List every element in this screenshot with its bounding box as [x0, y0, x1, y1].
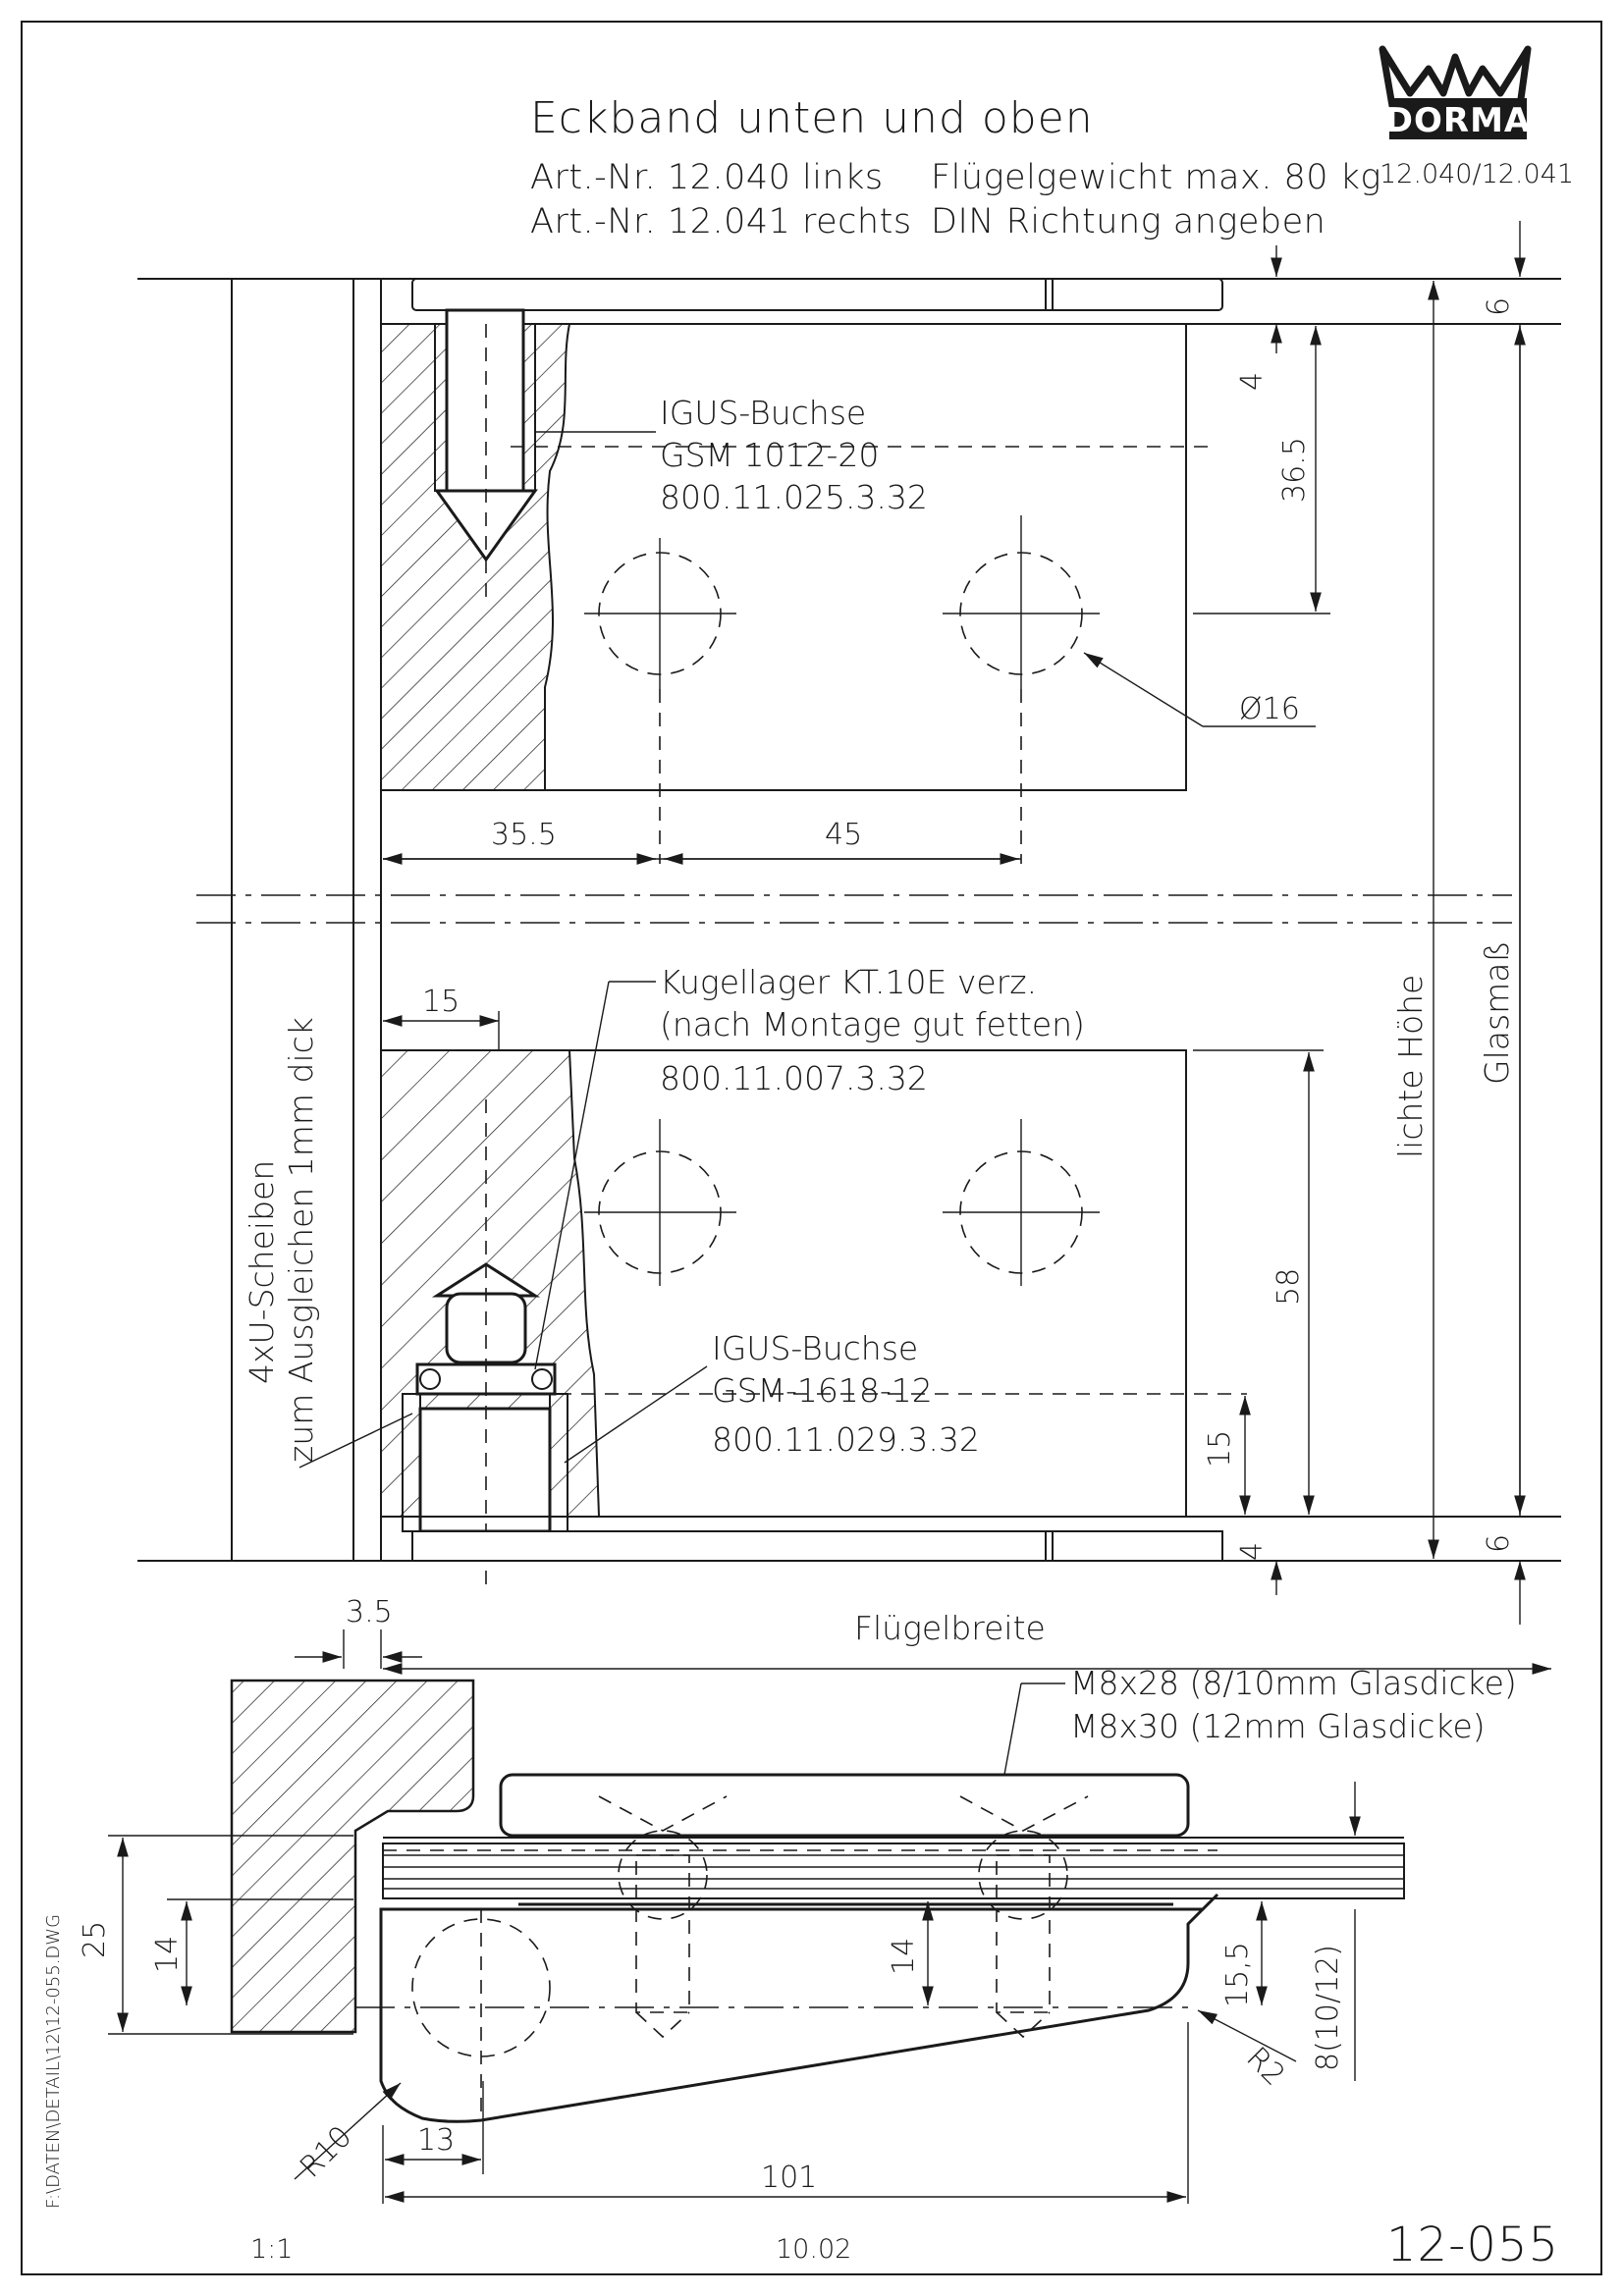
crown-icon	[1382, 49, 1528, 106]
bearing-code: 800.11.007.3.32	[660, 1059, 928, 1097]
radius-10: R10	[293, 2119, 359, 2185]
brand-name: DORMA	[1384, 101, 1532, 140]
leaf-width-label: Flügelbreite	[854, 1609, 1046, 1647]
scale: 1:1	[250, 2234, 294, 2265]
dim-25: 25	[78, 1920, 112, 1958]
bearing-note: (nach Montage gut fetten)	[660, 1005, 1085, 1043]
dim-lower-6: 6	[1482, 1533, 1516, 1553]
lower-bushing-label: IGUS-Buchse	[712, 1329, 919, 1367]
glass-size-label: Glasmaß	[1478, 940, 1516, 1085]
file-path: F:\DATEN\DETAIL\12\12-055.DWG	[43, 1913, 64, 2209]
dim-lower-4: 4	[1235, 1541, 1270, 1561]
dim-13: 13	[417, 2123, 456, 2158]
din-note: DIN Richtung angeben	[931, 202, 1326, 241]
upper-bushing-type: GSM 1012-20	[660, 436, 880, 474]
dim-upper-4: 4	[1235, 371, 1270, 391]
dim-hole-diameter: Ø16	[1239, 692, 1300, 726]
dim-glass-thickness: 8(10/12)	[1311, 1945, 1345, 2071]
article-right: Art.-Nr. 12.041 rechts	[530, 202, 912, 241]
drawing-title: Eckband unten und oben	[530, 93, 1094, 143]
dim-45: 45	[825, 818, 863, 852]
drawing-number: 12-055	[1386, 2217, 1560, 2272]
dorma-logo	[1380, 49, 1574, 189]
dim-101: 101	[761, 2161, 818, 2195]
dim-15-5: 15,5	[1220, 1942, 1255, 2007]
dim-58: 58	[1271, 1267, 1306, 1306]
washer-note-1: 4xU-Scheiben	[243, 1159, 281, 1384]
part-numbers: 12.040/12.041	[1380, 159, 1575, 189]
radius-2: R2	[1239, 2040, 1292, 2093]
overall-heights	[1391, 281, 1520, 1559]
bearing-label: Kugellager KT.10E verz.	[660, 963, 1038, 1001]
dim-low-15: 15	[1203, 1429, 1237, 1468]
screw-spec-1: M8x28 (8/10mm Glasdicke)	[1070, 1664, 1517, 1702]
upper-bushing-code: 800.11.025.3.32	[660, 478, 928, 516]
date: 10.02	[776, 2234, 852, 2265]
lower-bushing-type: GSM-1618-12	[712, 1371, 933, 1410]
article-left: Art.-Nr. 12.040 links	[530, 158, 884, 197]
dim-offset-15: 15	[422, 985, 460, 1019]
dim-14-mid: 14	[887, 1937, 921, 1975]
section-view	[78, 1595, 1551, 2204]
dim-35-5: 35.5	[491, 818, 557, 852]
dim-gap: 3.5	[346, 1595, 393, 1629]
dim-upper-6: 6	[1482, 296, 1516, 316]
washer-note-2: zum Ausgleichen 1mm dick	[282, 1017, 320, 1463]
dim-14-left: 14	[150, 1935, 185, 1973]
dim-36-5: 36.5	[1277, 437, 1312, 503]
title-block	[530, 93, 1381, 241]
clear-height-label: lichte Höhe	[1391, 974, 1430, 1158]
weight-note: Flügelgewicht max. 80 kg	[931, 158, 1381, 197]
upper-bushing-label: IGUS-Buchse	[660, 394, 867, 432]
screw-spec-2: M8x30 (12mm Glasdicke)	[1070, 1707, 1486, 1745]
lower-bushing-code: 800.11.029.3.32	[712, 1420, 980, 1459]
